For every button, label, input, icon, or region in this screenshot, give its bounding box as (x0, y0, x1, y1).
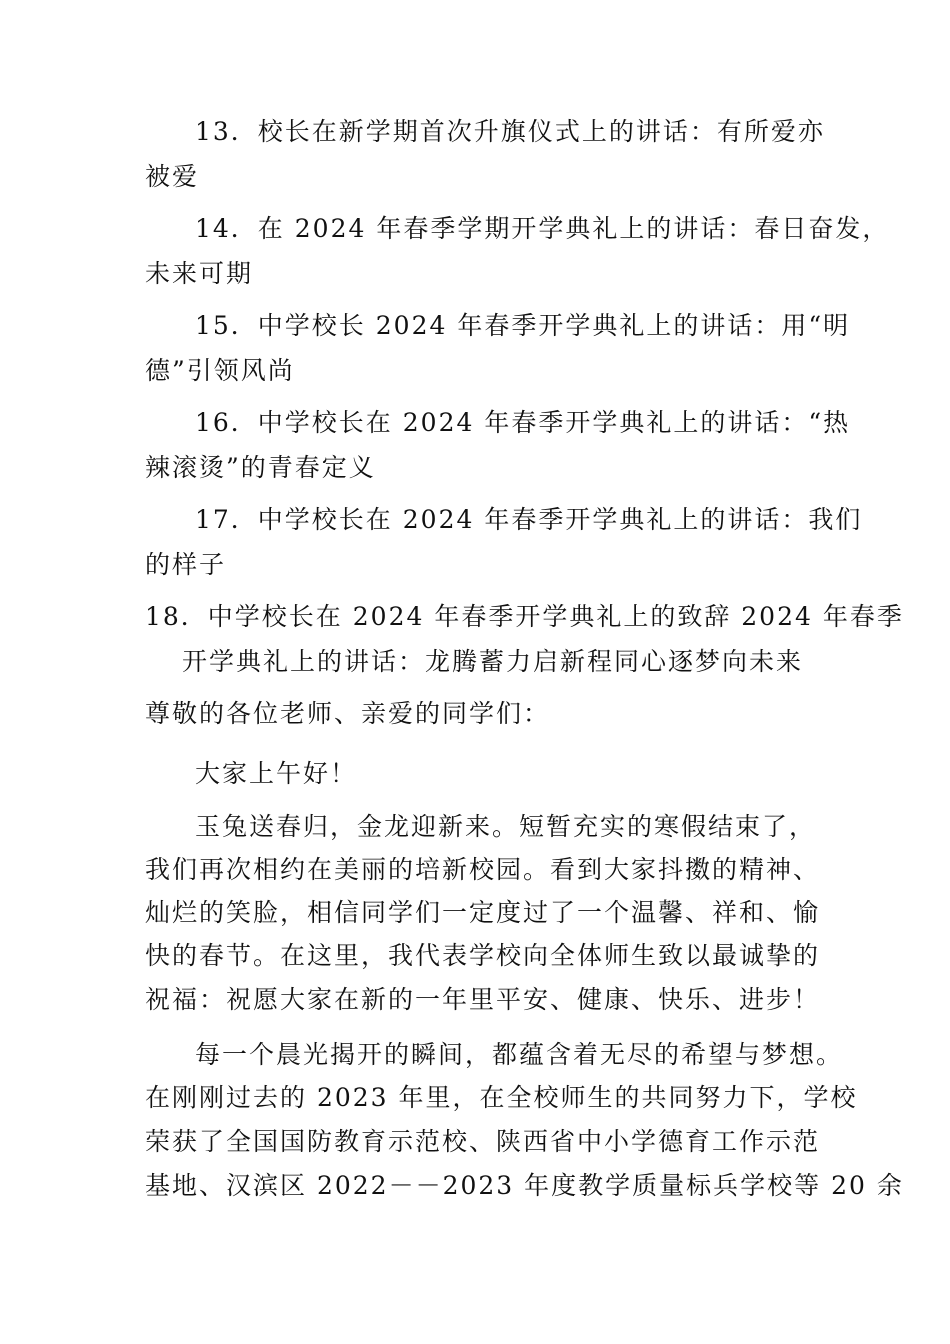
item-15-line-1: 15．中学校长 2024 年春季开学典礼上的讲话：用“明 (195, 311, 851, 340)
heading-line-2: 开学典礼上的讲话：龙腾蓄力启新程同心逐梦向未来 (182, 647, 804, 676)
item-13-line-2: 被爱 (145, 162, 200, 191)
salutation: 尊敬的各位老师、亲爱的同学们： (145, 699, 551, 728)
item-17-line-2: 的样子 (145, 550, 227, 579)
item-13-line-1: 13．校长在新学期首次升旗仪式上的讲话：有所爱亦 (195, 117, 825, 146)
item-14-line-1: 14．在 2024 年春季学期开学典礼上的讲话：春日奋发， (195, 214, 890, 243)
para1-line-4: 快的春节。在这里，我代表学校向全体师生致以最诚挚的 (145, 941, 821, 970)
para1-line-5: 祝福：祝愿大家在新的一年里平安、健康、快乐、进步！ (145, 985, 821, 1014)
item-16-line-2: 辣滚烫”的青春定义 (145, 453, 376, 482)
item-15-line-2: 德”引领风尚 (145, 356, 295, 385)
para2-line-3: 荣获了全国国防教育示范校、陕西省中小学德育工作示范 (145, 1127, 821, 1156)
item-16-line-1: 16．中学校长在 2024 年春季开学典礼上的讲话：“热 (195, 408, 851, 437)
para1-line-2: 我们再次相约在美丽的培新校园。看到大家抖擞的精神、 (145, 855, 821, 884)
para2-line-4: 基地、汉滨区 2022－－2023 年度教学质量标兵学校等 20 余 (145, 1171, 904, 1200)
heading-line-1: 18．中学校长在 2024 年春季开学典礼上的致辞 2024 年春季 (145, 602, 904, 631)
para2-line-2: 在刚刚过去的 2023 年里，在全校师生的共同努力下，学校 (145, 1083, 858, 1112)
greeting: 大家上午好！ (195, 759, 358, 788)
para1-line-1: 玉兔送春归，金龙迎新来。短暂充实的寒假结束了， (195, 812, 817, 841)
para1-line-3: 灿烂的笑脸，相信同学们一定度过了一个温馨、祥和、愉 (145, 898, 821, 927)
para2-line-1: 每一个晨光揭开的瞬间，都蕴含着无尽的希望与梦想。 (195, 1040, 844, 1069)
item-14-line-2: 未来可期 (145, 259, 254, 288)
item-17-line-1: 17．中学校长在 2024 年春季开学典礼上的讲话：我们 (195, 505, 863, 534)
